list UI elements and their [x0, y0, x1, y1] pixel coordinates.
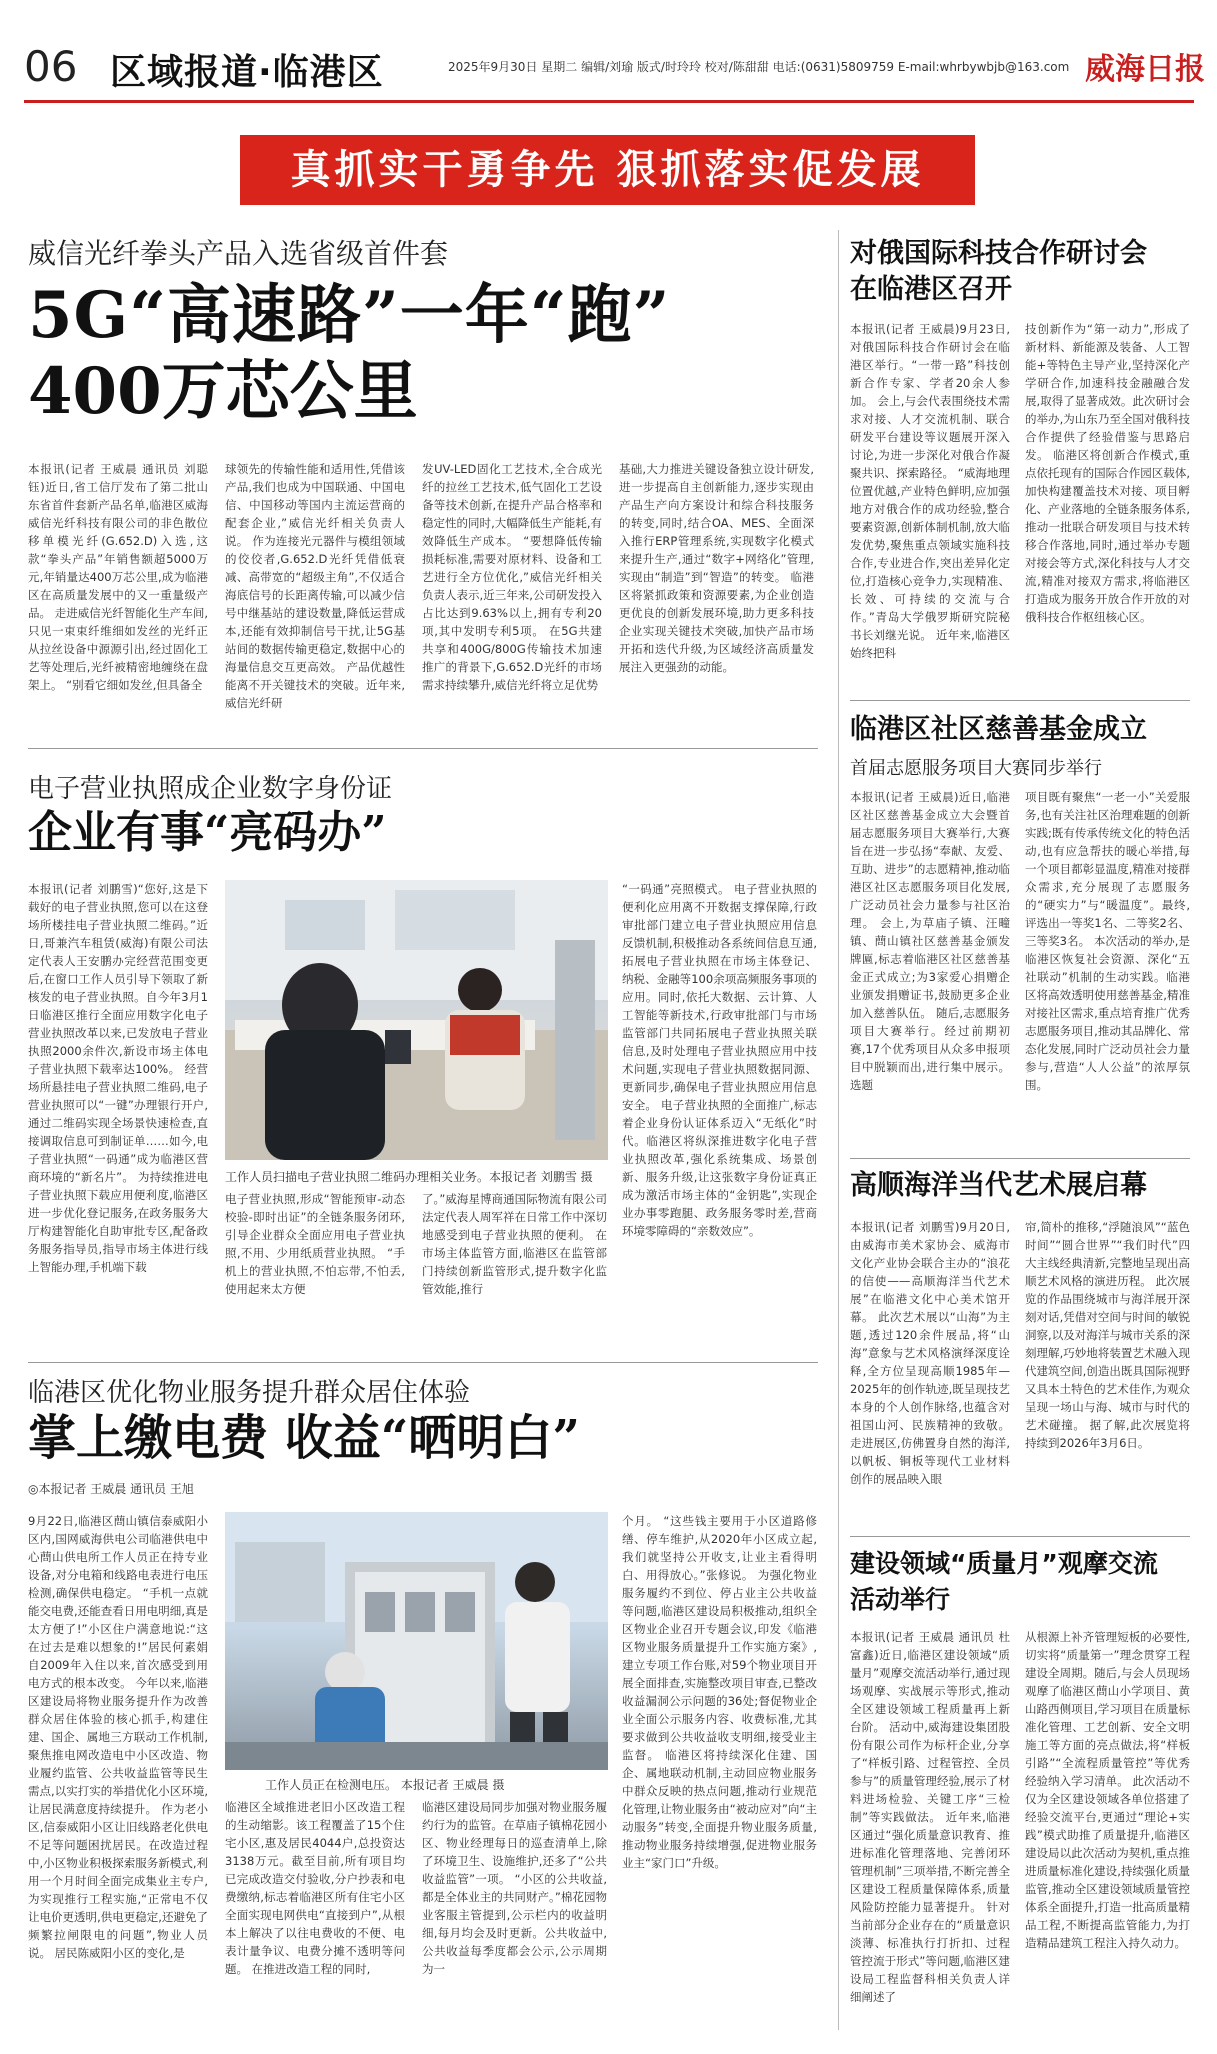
article2-col4: “一码通”亮照模式。 电子营业执照的便利化应用离不开数据支撑保障,行政审批部门建立电子营业执照应用信息反馈机制,积极推动各系统间信息互通,拓展电子营业执照在市场主体登记、纳税、金融等100余项高频服务事项的应用。同时,依托大数据、云计算、人工智能等新技术,行政审批部门与市场监管部门共同拓展电子营业执照关联信息,及时处理电子营业执照应用中技术问题,实现电子营业执照数据同源、更新同步,确保电子营业执照应用信息安全。 电子营业执照的全面推广,标志着企业身份认证体系迈入“无纸化”时代。临港区将纵深推进数字化电子营业执照改革,强化系统集成、场景创新、服务升级,让这张数字身份证真正成为激活市场主体的“金钥匙”,实现企业办事零跑腿、政务服务零时差,营商环境零障碍的“亲数效应”。: [622, 882, 817, 1238]
section-title: 区域报道·临港区: [110, 52, 384, 93]
electricity-check-photo: [225, 1512, 608, 1770]
side4-headline-line1: 建设领域“质量月”观摩交流: [850, 1549, 1158, 1578]
side2-col1: 本报讯(记者 王威晨)近日,临港区社区慈善基金成立大会暨首届志愿服务项目大赛举行,大赛旨在进一步弘扬“奉献、友爱、互助、进步”的志愿精神,推动临港区社区志愿服务项目化发展,广泛动员社会力量参与社区治理。 会上,为草庙子镇、汪疃镇、蔄山镇社区慈善基金颁发牌匾,标志着临港区社区慈善基金正式成立;为3家爱心捐赠企业颁发捐赠证书,鼓励更多企业加入慈善队伍。 随后,志愿服务项目大赛举行。经过前期初赛,17个优秀项目从众多申报项目中脱颖而出,进行集中展示。选题: [850, 790, 1010, 1092]
side1-headline-line2: 在临港区召开: [850, 274, 1012, 305]
side1-col1: 本报讯(记者 王威晨)9月23日,对俄国际科技合作研讨会在临港区举行。“一带一路”科技创新合作专家、学者20余人参加。 会上,与会代表围绕技术需求对接、人才交流机制、联合研发平台建设等议题展开深入讨论,为进一步深化对俄合作凝聚共识、探索路径。 “威海地理位置优越,产业特色鲜明,应加强地方对俄合作的成功经验,整合要素资源,创新体制机制,放大临发优势,聚焦重点领域实施科技合作,专业进合作,突出差异化定位,打造核心竞争力,实现精准、长效、可持续的交流与合作。”青岛大学俄罗斯研究院秘书长刘继光说。 近年来,临港区始终把科: [850, 322, 1010, 660]
photo-illustration: [225, 880, 608, 1160]
article2-col3: 了。”威海星博商通国际物流有限公司法定代表人周军祥在日常工作中深切地感受到电子营业执照的便利。 在市场主体监管方面,临港区在监管部门持续创新监管形式,提升数字化监管效能,推行: [422, 1192, 607, 1296]
masthead-rule: [24, 100, 1194, 103]
article2-col2: 电子营业执照,形成“智能预审-动态校验-即时出证”的全链条服务闭环,引导企业群众全面应用电子营业执照,不用、少用纸质营业执照。 “手机上的营业执照,不怕忘带,不怕丢,使用起来太方便: [225, 1192, 405, 1296]
article1-col1: 本报讯(记者 王威晨 通讯员 刘聪钰)近日,省工信厅发布了第二批山东省首件套新产品名单,临港区威海威信光纤科技有限公司的非色散位移单模光纤(G.652.D)入选,这款“拳头产品”年销售额超5000万元,年销量达400万芯公里,成为临港区在高质量发展中的又一重量级产品。 走进威信光纤智能化生产车间,只见一束束纤维细如发丝的光纤正从拉丝设备中源源引出,经过固化工艺等处理后,光纤被精密地缠绕在盘架上。 “别看它细如发丝,但具备全: [28, 462, 208, 692]
article3-headline: 掌上缴电费 收益“晒明白”: [28, 1410, 580, 1466]
article3-col2: 临港区全域推进老旧小区改造工程的生动缩影。该工程覆盖了15个住宅小区,惠及居民4044户,总投资达3138万元。截至目前,所有项目均已完成改造交付验收,分户抄表和电费缴纳,标志着临港区所有住宅小区全面实现电网供电“直接到户”,从根本上解决了以往电费收的不便、电表计量争议、电费分摊不透明等问题。 在推进改造工程的同时,: [225, 1800, 405, 1976]
slogan-banner: 真抓实干勇争先 狠抓落实促发展: [240, 135, 975, 205]
article3-col1: 9月22日,临港区蔄山镇信泰威阳小区内,国网威海供电公司临港供电中心蔄山供电所工作人员正在持专业设备,对分电箱和线路电表进行电压检测,确保供电稳定。 “手机一点就能交电费,还能查看日用电明细,真是太方便了!”小区住户满意地说:“这在过去是难以想象的!”居民何素娟自2009年入住以来,首次感受到用电方式的根本改变。 今年以来,临港区建设局将物业服务提升作为改善群众居住体验的核心抓手,构建住建、国企、属地三方联动工作机制,聚焦推电网改造电中小区改造、物业履约监管、公共收益监管等民生需点,以实打实的举措优化小区环境,让居民满意度持续提升。 作为老小区,信泰威阳小区让旧线路老化供电不足等问题困扰居民。在改造过程中,小区物业积极探索服务新模式,利用一个月时间全面完成集业主专户,为实现推行工程实施,“正常电不仅让电价更透明,供电更稳定,还避免了频繁拉闸限电的问题”,物业人员说。 居民陈威阳小区的变化,是: [28, 1514, 208, 1960]
side4-col1: 本报讯(记者 王威晨 通讯员 杜富鑫)近日,临港区建设领域“质量月”观摩交流活动举行,通过现场观摩、实战展示等形式,推动全区建设领域工程质量再上新台阶。 活动中,威海建设集团股份有限公司作为标杆企业,分享了“样板引路、过程管控、全员参与”的质量管理经验,展示了材料进场检验、关键工序“三检制”等实践做法。 近年来,临港区通过“强化质量意识教育、推进标准化管理落地、完善闭环管理机制”三项举措,不断完善全区建设工程质量保障体系,质量风险防控能力显著提升。 针对当前部分企业存在的“质量意识淡薄、标准执行打折扣、过程管控流于形式”等问题,临港区建设局工程监督科相关负责人详细阐述了: [850, 1630, 1010, 2004]
column-divider: [838, 230, 839, 2030]
article2-kicker: 电子营业执照成企业数字身份证: [28, 774, 393, 804]
article1-headline-line1: 5G“高速路”一年“跑”: [28, 278, 671, 353]
side2-col2: 项目既有聚焦“一老一小”关爱服务,也有关注社区治理难题的创新实践;既有传承传统文化的特色活动,也有应急帮扶的暖心举措,每一个项目都彰显温度,精准对接群众需求,充分展现了志愿服务的“硬实力”与“暖温度”。最终,评选出一等奖1名、二等奖2名、三等奖3名。 本次活动的举办,是临港区恢复社会资源、深化“五社联动”机制的生动实践。临港区将高效透明使用慈善基金,精准对接社区需求,重点培育推广优秀志愿服务项目,推动其品牌化、常态化发展,同时广泛动员社会力量参与,营造“人人公益”的浓厚氛围。: [1025, 790, 1190, 1092]
article1-col3: 发UV-LED固化工艺技术,全合成光纤的拉丝工艺技术,低气固化工艺设备等技术创新,在提升产品合格率和稳定性的同时,大幅降低生产能耗,有效降低生产成本。 “要想降低传输损耗标准,需要对原材料、设备和工艺进行全方位优化,”威信光纤相关负责人表示,近三年来,公司研发投入占比达到9.63%以上,拥有专利20项,其中发明专利5项。 在5G共建共享和400G/800G传输技术加速推广的背景下,G.652.D光纤的市场需求持续攀升,威信光纤将立足优势: [422, 462, 602, 692]
divider: [28, 1362, 818, 1363]
side4-headline-line2: 活动举行: [850, 1585, 951, 1614]
divider: [850, 700, 1190, 701]
article2-headline: 企业有事“亮码办”: [28, 807, 387, 858]
photo-illustration: [225, 1512, 608, 1770]
article3-col4: 个月。 “这些钱主要用于小区道路修缮、停车维护,从2020年小区成立起,我们就坚持公开收支,让业主看得明白、用得放心。”张修说。 为强化物业服务履约不到位、停占业主公共收益等问题,临港区建设局积极推动,组织全区物业企业召开专题会议,印发《临港区物业服务质量提升工作实施方案》,建立专项工作台账,对59个物业项目开展全面排查,实施整改项目审查,已整改收益漏洞公示问题的36处;督促物业企业全面公示服务内容、收费标准,尤其要求做到公共收益收支明细,接受业主监督。 临港区将持续深化住建、国企、属地联动机制,主动回应物业服务中群众反映的热点问题,推动行业规范化管理,让物业服务由“被动应对”向“主动服务”转变,全面提升物业服务质量,推动物业服务持续增强,促进物业服务业主“家门口”升级。: [622, 1514, 817, 1870]
article3-kicker: 临港区优化物业服务提升群众居住体验: [28, 1378, 471, 1408]
side2-headline: 临港区社区慈善基金成立: [850, 714, 1147, 745]
side3-col1: 本报讯(记者 刘鹏雪)9月20日,由威海市美术家协会、威海市文化产业协会联合主办的“浪花的信使——高顺海洋当代艺术展”在临港文化中心美术馆开幕。 此次艺术展以“山海”为主题,透过120余件展品,将“山海”意象与艺术风格演绎深度诠释,全方位呈现高顺1985年—2025年的创作轨迹,既呈现技艺本身的个人创作脉络,也蕴含对祖国山河、民族精神的致敬。 走进展区,仿佛置身自然的海洋,以帆板、铜板等现代工业材料创作的展品映入眼: [850, 1220, 1010, 1486]
article2-photo-caption: 工作人员扫描电子营业执照二维码办理相关业务。本报记者 刘鹏雪 摄: [225, 1170, 593, 1184]
masthead-info: 2025年9月30日 星期二 编辑/刘瑜 版式/时玲玲 校对/陈甜甜 电话:(0631)5809759 E-mail:whrbywbjb@163.com: [448, 60, 1070, 74]
divider: [850, 1536, 1190, 1537]
article2-col1: 本报讯(记者 刘鹏雪)“您好,这是下载好的电子营业执照,您可以在这登场所楼挂电子营业执照二维码。”近日,哥兼汽车租赁(威海)有限公司法定代表人王安鹏办完经营范围变更后,在窗口工作人员引导下领取了新核发的电子营业执照。自今年3月1日临港区推行全面应用数字化电子营业执照改革以来,已发放电子营业执照2000余件次,新设市场主体电子营业执照下载率达100%。 经营场所悬挂电子营业执照二维码,电子营业执照可以“一键”办理银行开户,通过二维码实现全场景快速检查,直接调取信息可到制证单……如今,电子营业执照“一码通”成为临港区营商环境的“新名片”。 为持续推进电子营业执照下载应用便利度,临港区进一步优化登记服务,在政务服务大厅构建智能化自助审批专区,配备政务服务指导员,指导市场主体进行线上智能办理,手机端下载: [28, 882, 208, 1274]
article1-col4: 基础,大力推进关键设备独立设计研发,进一步提高自主创新能力,逐步实现由产品生产向方案设计和综合科技服务的转变,同时,结合OA、MES、全面深入推行ERP管理系统,实现数字化模式来提升生产,通过“数字+网络化”管理,实现由“制造”到“智造”的转变。 临港区将紧抓政策和资源要素,为企业创造更优良的创新发展环境,助力更多科技企业实现关键技术突破,加快产品市场开拓和迭代升级,为区域经济高质量发展注入更强劲的动能。: [619, 462, 814, 674]
article1-headline-line2: 400万芯公里: [28, 354, 418, 429]
newspaper-logo: 威海日报: [1085, 52, 1205, 87]
side3-headline: 高顺海洋当代艺术展启幕: [850, 1170, 1147, 1201]
side2-subhead: 首届志愿服务项目大赛同步举行: [850, 758, 1102, 779]
side1-headline-line1: 对俄国际科技合作研讨会: [850, 238, 1147, 269]
side4-col2: 从根源上补齐管理短板的必要性,切实将“质量第一”理念贯穿工程建设全周期。随后,与会人员现场观摩了临港区蔄山小学项目、黄山路西侧项目,学习项目在质量标准化管理、工艺创新、安全文明施工等方面的亮点做法,将“样板引路”“全流程质量管控”等优秀经验纳入学习清单。 此次活动不仅为全区建设领域各单位搭建了经验交流平台,更通过“理论+实践”模式助推了质量提升,临港区建设局以此次活动为契机,重点推进质量标准化建设,持续强化质量监管,推动全区建设领域质量管控体系全面提升,打造一批高质量精品工程,不断提高监管能力,为打造精品建筑工程注入持久动力。: [1025, 1630, 1190, 1950]
service-counter-photo: [225, 880, 608, 1160]
side3-col2: 帘,简朴的推移,“浮随浪风”“蓝色时间”“圆合世界”“我们时代”四大主线经典清新,完整地呈现出高顺艺术风格的演进历程。 此次展览的作品围绕城市与海洋展开深刻对话,凭借对空间与时间的敏锐洞察,以及对海洋与城市关系的深刻理解,巧妙地将装置艺术融入现代建筑空间,创造出既具国际视野又具本土特色的艺术佳作,为观众呈现一场山与海、城市与时代的艺术碰撞。 据了解,此次展览将持续到2026年3月6日。: [1025, 1220, 1190, 1450]
side1-col2: 技创新作为“第一动力”,形成了新材料、新能源及装备、人工智能+等特色主导产业,坚持深化产学研合作,加速科技金融融合发展,取得了显著成效。此次研讨会的举办,为山东乃至全国对俄科技合作提供了经验借鉴与思路启发。 临港区将创新合作模式,重点依托现有的国际合作园区载体,加快构建覆盖技术对接、项目孵化、产业落地的全链条服务体系,推动一批联合研发项目与技术转移合作落地,同时,通过举办专题对接会等方式,深化科技与人才交流,精准对接双方需求,将临港区打造成为服务开放合作开放的对俄科技合作枢纽核心区。: [1025, 322, 1190, 624]
article3-photo-caption: 工作人员正在检测电压。 本报记者 王威晨 摄: [265, 1778, 505, 1792]
article1-kicker: 威信光纤拳头产品入选省级首件套: [28, 237, 449, 270]
article3-byline: ◎本报记者 王威晨 通讯员 王旭: [28, 1482, 194, 1496]
article1-col2: 球领先的传输性能和适用性,凭借该产品,我们也成为中国联通、中国电信、中国移动等国内主流运营商的配套企业,”威信光纤相关负责人说。 作为连接光元器件与模组领域的佼佼者,G.652.D光纤凭借低衰减、高带宽的“超级主角”,不仅适合海底信号的长距离传输,可以减少信号中继基站的建设数量,降低运营成本,还能有效抑制信号干扰,让5G基站间的数据传输更稳定,数据中心的海量信息交互更高效。 产品优越性能离不开关键技术的突破。近年来,威信光纤研: [225, 462, 405, 710]
article3-col3: 临港区建设局同步加强对物业服务履约行为的监管。在草庙子镇棉花园小区、物业经理每日的巡查清单上,除了环境卫生、设施维护,还多了“公共收益监管”一项。 “小区的公共收益,都是全体业主的共同财产。”棉花园物业客服主管提到,公示栏内的收益明细,每月均会及时更新。公共收益中,公共收益每季度都会公示,公示周期为一: [422, 1800, 607, 1976]
page-number: 06: [24, 42, 78, 91]
divider: [850, 1158, 1190, 1159]
divider: [28, 748, 818, 749]
